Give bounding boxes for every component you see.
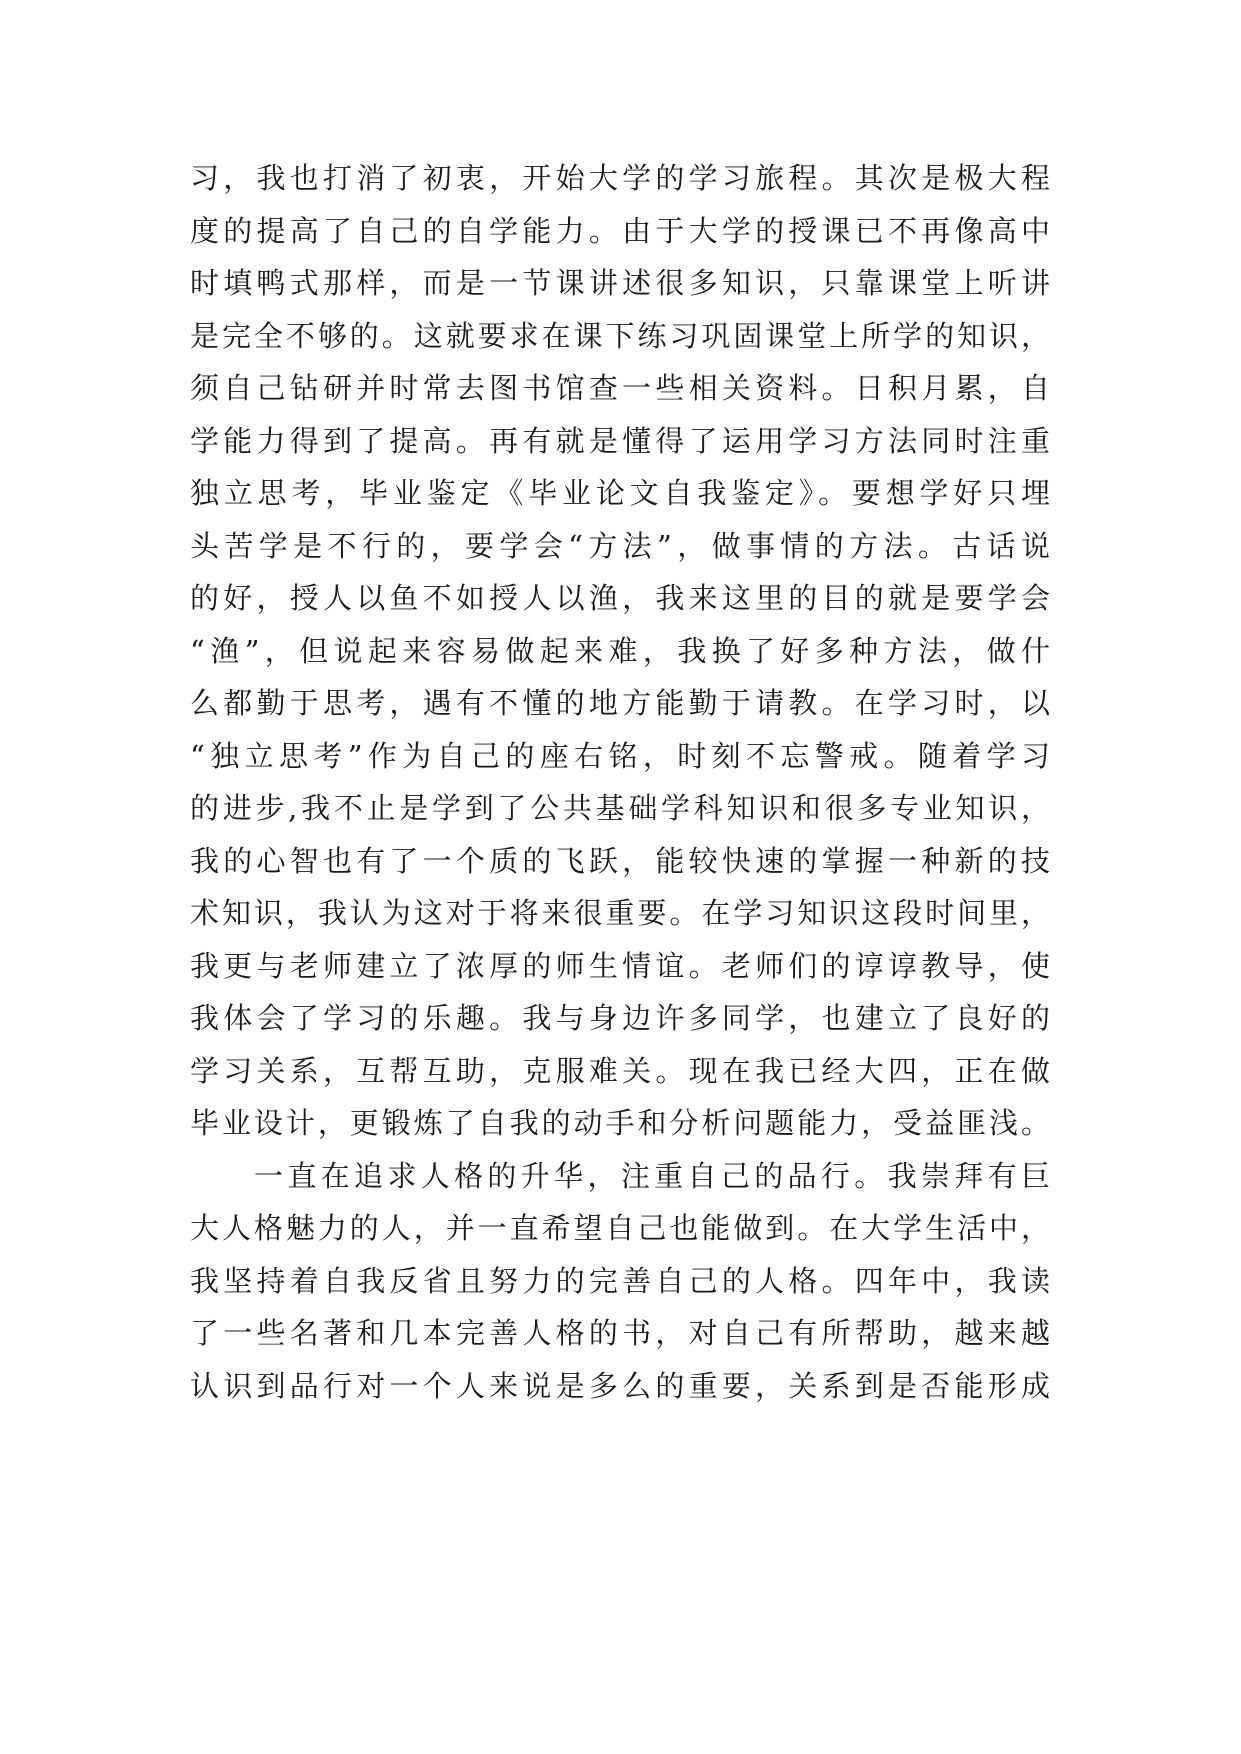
text-line: 学能力得到了提高。再有就是懂得了运用学习方法同时注重: [190, 423, 1050, 458]
text-line: 习，我也打消了初衷，开始大学的学习旅程。其次是极大程: [190, 161, 1050, 195]
text-line: 须自己钻研并时常去图书馆查一些相关资料。日积月累，自: [190, 371, 1050, 405]
text-line: 时填鸭式那样，而是一节课讲述很多知识，只靠课堂上听讲: [190, 266, 1050, 300]
text-line: 独立思考，毕业鉴定《毕业论文自我鉴定》。要想学好只埋: [190, 476, 1050, 510]
text-line: 度的提高了自己的自学能力。由于大学的授课已不再像高中: [190, 213, 1050, 248]
text-line: “渔”，但说起来容易做起来难，我换了好多种方法，做什: [190, 633, 1050, 668]
text-line: 认识到品行对一个人来说是多么的重要，关系到是否能形成: [190, 1368, 1050, 1403]
body-text: [190, 152, 1050, 1412]
text-line: 大人格魅力的人，并一直希望自己也能做到。在大学生活中，: [190, 1211, 1050, 1245]
text-line: 了一些名著和几本完善人格的书，对自己有所帮助，越来越: [190, 1316, 1050, 1350]
text-line: 头苦学是不行的，要学会“方法”，做事情的方法。古话说: [190, 528, 1050, 563]
text-line: 我更与老师建立了浓厚的师生情谊。老师们的谆谆教导，使: [190, 948, 1050, 983]
text-line: 我体会了学习的乐趣。我与身边许多同学，也建立了良好的: [190, 1001, 1050, 1035]
text-line: 我坚持着自我反省且努力的完善自己的人格。四年中，我读: [190, 1263, 1050, 1298]
text-line: “独立思考”作为自己的座右铭，时刻不忘警戒。随着学习: [190, 738, 1050, 773]
text-line: 么都勤于思考，遇有不懂的地方能勤于请教。在学习时，以: [190, 686, 1050, 720]
text-line: 术知识，我认为这对于将来很重要。在学习知识这段时间里，: [190, 896, 1050, 930]
text-line: 的进步,我不止是学到了公共基础学科知识和很多专业知识，: [190, 791, 1050, 825]
text-line: 是完全不够的。这就要求在课下练习巩固课堂上所学的知识，: [190, 318, 1050, 353]
text-line: 毕业设计，更锻炼了自我的动手和分析问题能力，受益匪浅。: [190, 1106, 1050, 1140]
paragraph-first-line: 一直在追求人格的升华，注重自己的品行。我崇拜有巨: [254, 1158, 1050, 1193]
text-line: 我的心智也有了一个质的飞跃，能较快速的掌握一种新的技: [190, 843, 1050, 878]
text-line: 的好，授人以鱼不如授人以渔，我来这里的目的就是要学会: [190, 581, 1050, 615]
text-line: 学习关系，互帮互助，克服难关。现在我已经大四，正在做: [190, 1053, 1050, 1088]
